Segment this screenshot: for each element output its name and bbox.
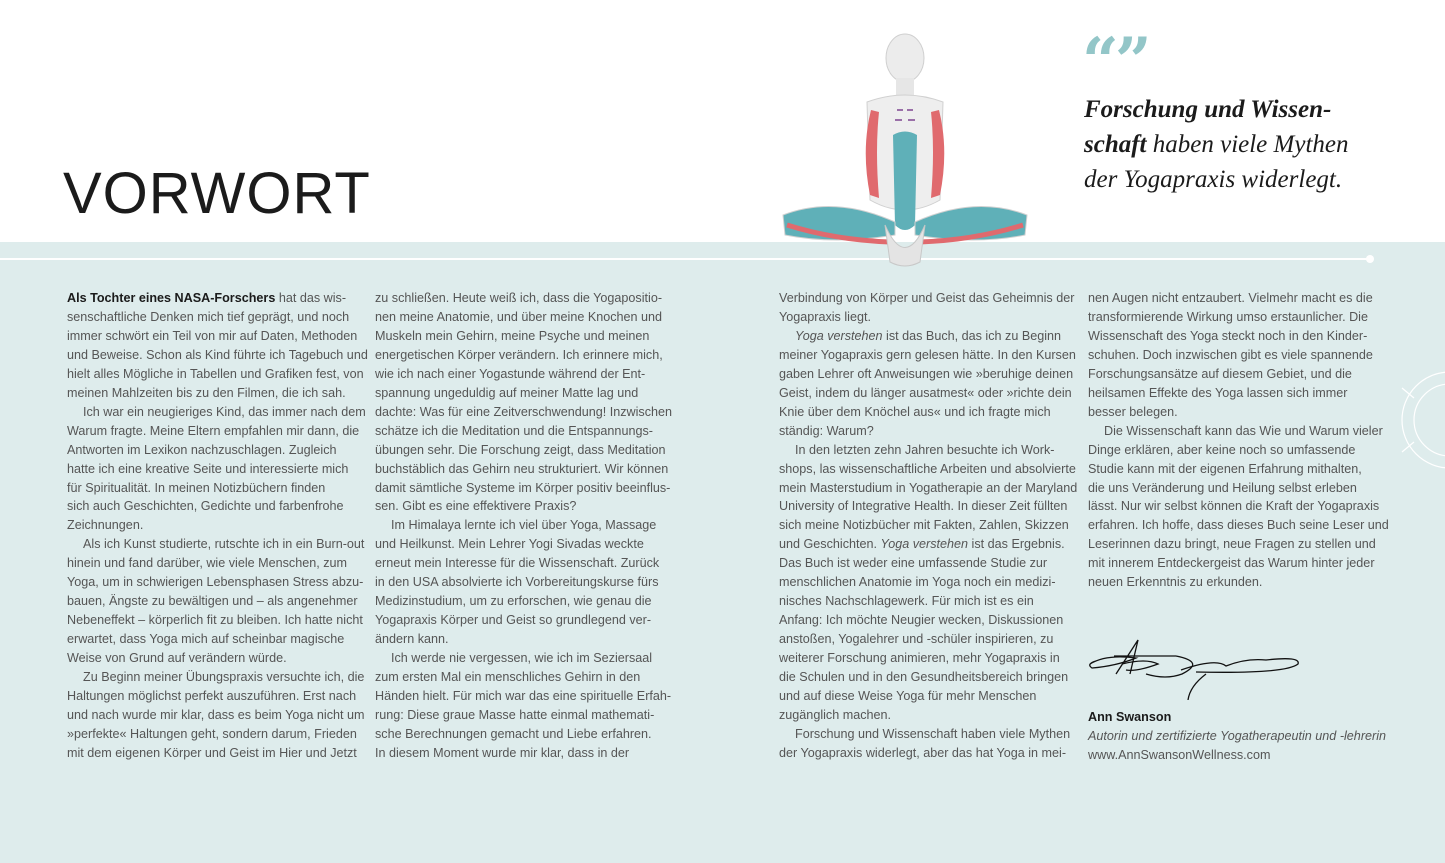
pull-quote-text: haben viele Mythen: [1146, 131, 1349, 158]
text-line: [779, 497, 1084, 516]
text-line: [779, 479, 1084, 498]
text-segment: Warum fragte. Meine Eltern empfahlen mir dann, die: [67, 423, 360, 438]
text-segment: nen Augen nicht entzaubert. Vielmehr macht es die: [1088, 291, 1373, 305]
text-segment: Verbindung von Körper und Geist das Geheimnis der: [779, 291, 1075, 305]
text-segment: und nach wurde mir klar, dass es beim Yoga nicht um: [67, 707, 365, 722]
text-line: [375, 687, 680, 706]
text-line: [779, 744, 1084, 763]
text-line: [67, 611, 372, 630]
text-segment: Im Himalaya lernte ich viel über Yoga, Massage: [391, 518, 657, 533]
text-line: [375, 516, 680, 535]
text-line: [1088, 346, 1393, 365]
text-segment: Forschung und Wissenschaft haben viele Mythen: [795, 726, 1071, 741]
text-line: [779, 573, 1084, 592]
text-segment: transformierende Wirkung umso erstaunlicher. Die: [1088, 309, 1368, 324]
text-segment: und Beweise. Schon als Kind führte ich Tagebuch und: [67, 347, 368, 362]
text-line: [67, 327, 372, 346]
text-segment: nisches Nachschlagewerk. Für mich ist es ein: [779, 594, 1034, 609]
text-segment: anstoßen, Yogalehrer und -schüler inspirieren, zu: [779, 632, 1054, 647]
text-line: [779, 403, 1084, 422]
text-line: [67, 630, 372, 649]
text-line: [375, 327, 680, 346]
text-line: [779, 308, 1084, 327]
text-line: [67, 744, 372, 763]
text-line: [779, 725, 1084, 744]
pull-quote: [1084, 92, 1424, 197]
text-line: [67, 422, 372, 441]
text-line: [375, 460, 680, 479]
text-segment: zu schließen. Heute weiß ich, dass die Yogapositio-: [375, 291, 663, 305]
text-line: [67, 346, 372, 365]
text-segment: Weise von Grund auf verändern würde.: [67, 651, 287, 666]
page-title: VORWORT: [63, 161, 371, 226]
text-line: [375, 706, 680, 725]
text-segment: Muskeln mein Gehirn, meine Psyche und meinen: [375, 328, 650, 343]
text-segment: spannung ungeduldig auf meiner Matte lag und: [375, 385, 639, 400]
text-segment: Antworten im Lexikon nachzuschlagen. Zugleich: [67, 442, 337, 457]
text-line: [779, 554, 1084, 573]
text-line: [67, 441, 372, 460]
text-line: [779, 460, 1084, 479]
text-segment: für Spiritualität. In meinen Notizbüchern finden: [67, 480, 326, 495]
book-title-italic: Yoga verstehen: [795, 328, 883, 343]
text-line: [67, 497, 372, 516]
text-segment: Haltungen möglichst perfekt auszuführen. Erst nach: [67, 689, 357, 704]
text-line: [375, 668, 680, 687]
text-line: [1088, 441, 1393, 460]
text-segment: »perfekte« Haltungen geht, sondern darum, Frieden: [67, 726, 357, 741]
text-segment: University of Integrative Health. In dieser Zeit füllten: [779, 499, 1068, 514]
text-segment: Forschungsansätze auf diesem Gebiet, und die: [1088, 366, 1352, 381]
text-line: [67, 516, 372, 535]
text-segment: die uns Veränderung und Heilung selbst erleben: [1088, 480, 1357, 495]
divider-dot: [1366, 255, 1374, 263]
text-segment: Ich werde nie vergessen, wie ich im Seziersaal: [391, 651, 653, 666]
pull-quote-bold-2: schaft: [1084, 131, 1147, 158]
text-line: [1088, 403, 1393, 422]
text-line: [1088, 535, 1393, 554]
text-line: [67, 535, 372, 554]
pull-quote-text-2: der Yogapraxis widerlegt.: [1084, 166, 1343, 193]
author-website-link[interactable]: www.AnnSwansonWellness.com: [1088, 748, 1271, 762]
text-segment: weiterer Forschung animieren, mehr Yogapraxis in: [779, 651, 1060, 666]
book-title-italic: Yoga verstehen: [880, 537, 969, 552]
text-line: [375, 611, 680, 630]
text-line: [779, 346, 1084, 365]
text-line: [375, 649, 680, 668]
author-block: [1088, 708, 1386, 765]
text-segment: shops, las wissenschaftliche Arbeiten und absolvierte: [779, 461, 1076, 476]
text-segment: wie ich nach einer Yogastunde während der Ent-: [375, 366, 646, 381]
text-segment: senschaftliche Denken mich tief geprägt, und noch: [67, 309, 350, 324]
text-line: [375, 554, 680, 573]
text-segment: mein Masterstudium in Yogatherapie an der Maryland: [779, 480, 1078, 495]
text-segment: erfahren. Ich hoffe, dass dieses Buch seine Leser und: [1088, 518, 1389, 533]
text-segment: übungen sehr. Die Forschung zeigt, dass Meditation: [375, 442, 666, 457]
text-line: [779, 384, 1084, 403]
text-line: [67, 687, 372, 706]
author-signature: [1086, 634, 1306, 700]
text-line: [1088, 327, 1393, 346]
text-segment: zugänglich machen.: [779, 707, 892, 722]
text-segment: In den letzten zehn Jahren besuchte ich Work-: [795, 442, 1055, 457]
text-line: [1088, 497, 1393, 516]
text-segment: heilsamen Effekte des Yoga lassen sich immer: [1088, 385, 1348, 400]
text-line: [779, 687, 1084, 706]
text-segment: Anfang: Ich möchte Neugier wecken, Diskussionen: [779, 613, 1064, 628]
text-segment: erneut mein Interesse für die Wissenschaft. Zurück: [375, 556, 660, 571]
text-segment: Yogapraxis Körper und Geist so grundlegend ver-: [375, 613, 652, 628]
text-line: [67, 460, 372, 479]
text-line: [67, 384, 372, 403]
text-segment: Knie über dem Knöchel aus« und ich fragte mich: [779, 404, 1051, 419]
text-line: [375, 535, 680, 554]
text-line: [779, 422, 1084, 441]
text-line: [375, 422, 680, 441]
pull-quote-bold: Forschung und Wissen-: [1084, 96, 1332, 123]
text-line: [375, 630, 680, 649]
text-line: [779, 649, 1084, 668]
text-segment: Das Buch ist weder eine umfassende Studie zur: [779, 556, 1048, 571]
text-segment: Yoga, um in schwierigen Lebensphasen Stress abzu-: [67, 575, 364, 590]
text-line: [779, 592, 1084, 611]
text-column-4: [1088, 289, 1393, 592]
text-line: [1088, 573, 1393, 592]
text-segment: Wissenschaft des Yoga steckt noch in den Kinder-: [1088, 328, 1368, 343]
text-line: [67, 725, 372, 744]
text-segment: besser belegen.: [1088, 404, 1178, 419]
text-segment: Geist, indem du länger ausatmest« oder »richte dein: [779, 385, 1072, 400]
text-segment: mit dem eigenen Körper und Geist im Hier und Jetzt: [67, 745, 357, 760]
text-segment: sen. Gibt es eine effektivere Praxis?: [375, 499, 577, 514]
text-line: [375, 384, 680, 403]
text-line: [375, 744, 680, 763]
text-line: [67, 289, 372, 308]
text-segment: Medizinstudium, um zu erforschen, wie genau die: [375, 594, 652, 609]
text-segment: dachte: Was für eine Zeitverschwendung! Inzwischen: [375, 404, 673, 419]
text-segment: ist das Ergebnis.: [968, 537, 1065, 552]
text-line: [67, 308, 372, 327]
text-segment: lässt. Nur wir selbst können die Kraft der Yogapraxis: [1088, 499, 1380, 514]
text-line: [375, 308, 680, 327]
text-segment: Die Wissenschaft kann das Wie und Warum vieler: [1104, 423, 1383, 438]
text-segment: sche Berechnungen gemacht und Liebe erfahren.: [375, 726, 652, 741]
text-segment: in den USA absolvierte ich Vorbereitungskurse fürs: [375, 575, 659, 590]
text-line: [67, 403, 372, 422]
anatomy-figure-illustration: [775, 30, 1035, 270]
text-segment: Als ich Kunst studierte, rutschte ich in ein Burn-out: [83, 537, 365, 552]
text-line: [1088, 422, 1393, 441]
text-segment: damit sämtliche Systeme im Körper positiv beeinflus-: [375, 480, 671, 495]
text-line: [1088, 460, 1393, 479]
text-line: [375, 592, 680, 611]
text-column-2: [375, 289, 680, 763]
text-line: [375, 573, 680, 592]
text-segment: bauen, Ängste zu bewältigen und – als angenehmer: [67, 594, 358, 609]
text-line: [1088, 308, 1393, 327]
text-line: [67, 706, 372, 725]
text-line: [779, 630, 1084, 649]
text-segment: hatte ich eine kreative Seite und interessierte mich: [67, 461, 349, 476]
text-line: [375, 497, 680, 516]
text-segment: schätze ich die Meditation und die Entspannungs-: [375, 423, 653, 438]
text-segment: menschlichen Anatomie im Yoga noch ein medizi-: [779, 575, 1056, 590]
text-segment: und Heilkunst. Mein Lehrer Yogi Sivadas weckte: [375, 537, 644, 552]
text-line: [375, 365, 680, 384]
text-line: [1088, 384, 1393, 403]
text-segment: immer schwört ein Teil von mir auf Daten, Methoden: [67, 328, 358, 343]
text-segment: hat das wis-: [275, 291, 347, 305]
text-line: [779, 535, 1084, 554]
text-segment: erwartet, dass Yoga mich auf scheinbar magische: [67, 632, 345, 647]
text-segment: Dinge erklären, aber keine noch so umfassende: [1088, 442, 1356, 457]
text-segment: zum ersten Mal ein menschliches Gehirn in den: [375, 670, 641, 685]
text-segment: Leserinnen dazu bringt, neue Fragen zu stellen und: [1088, 537, 1376, 552]
text-line: [1088, 554, 1393, 573]
text-line: [375, 725, 680, 744]
text-line: [779, 327, 1084, 346]
text-segment: Yogapraxis liegt.: [779, 309, 871, 324]
text-column-1: [67, 289, 372, 763]
text-segment: hielt alles Mögliche in Tabellen und Grafiken fest, von: [67, 366, 364, 381]
text-line: [1088, 365, 1393, 384]
decorative-circles-icon: [1390, 370, 1445, 470]
divider-line: [0, 258, 1368, 260]
text-segment: Studie kann mit der eigenen Erfahrung mithalten,: [1088, 461, 1362, 476]
text-segment: und Geschichten.: [779, 537, 881, 552]
text-segment: buchstäblich das Gehirn neu strukturiert. Wir können: [375, 461, 669, 476]
text-line: [779, 668, 1084, 687]
text-line: [779, 611, 1084, 630]
text-segment: Nebeneffekt – körperlich fit zu bleiben. Ich hatte nicht: [67, 613, 363, 628]
text-segment: rung: Diese graue Masse hatte einmal mathemati-: [375, 707, 655, 722]
text-segment: und auf diese Weise Yoga für mehr Menschen: [779, 689, 1037, 704]
text-line: [67, 668, 372, 687]
text-segment: hinein und fand darüber, wie viele Menschen, zum: [67, 556, 348, 571]
text-line: [779, 289, 1084, 308]
text-segment: die Schulen und in den Gesundheitsbereich bringen: [779, 670, 1069, 685]
text-column-3: [779, 289, 1084, 763]
text-segment: In diesem Moment wurde mir klar, dass in der: [375, 745, 630, 760]
text-line: [1088, 479, 1393, 498]
text-segment: Zeichnungen.: [67, 518, 144, 533]
text-segment: schuhen. Doch inzwischen gibt es viele spannende: [1088, 347, 1373, 362]
text-segment: meiner Yogapraxis gern gelesen hätte. In den Kursen: [779, 347, 1076, 362]
text-segment: Ich war ein neugieriges Kind, das immer nach dem: [83, 404, 366, 419]
text-line: [1088, 289, 1393, 308]
text-segment: nen meine Anatomie, und über meine Knochen und: [375, 309, 663, 324]
text-line: [779, 516, 1084, 535]
author-role: Autorin und zertifizierte Yogatherapeutin und -lehrerin: [1088, 729, 1387, 743]
author-name: Ann Swanson: [1088, 710, 1172, 724]
text-segment: gaben Lehrer oft Anweisungen wie »beruhige deinen: [779, 366, 1074, 381]
text-segment: sich meine Notizbücher mit Fakten, Zahlen, Skizzen: [779, 518, 1069, 533]
text-line: [779, 365, 1084, 384]
text-segment: Zu Beginn meiner Übungspraxis versuchte ich, die: [83, 670, 365, 685]
text-segment: energetischen Körper verändern. Ich erinnere mich,: [375, 347, 663, 362]
text-line: [375, 441, 680, 460]
text-line: [779, 706, 1084, 725]
text-segment: neuen Erkenntnis zu erkunden.: [1088, 575, 1263, 590]
text-line: [1088, 516, 1393, 535]
text-line: [779, 441, 1084, 460]
text-line: [67, 592, 372, 611]
text-line: [375, 403, 680, 422]
text-segment: ständig: Warum?: [779, 423, 874, 438]
text-line: [375, 479, 680, 498]
text-segment: Händen hielt. Für mich war das eine spirituelle Erfah-: [375, 689, 672, 704]
text-segment: meinen Mahlzeiten bis zu den Filmen, die ich sah.: [67, 385, 346, 400]
text-segment: mit innerem Entdeckergeist das Warum hinter jeder: [1088, 556, 1375, 571]
text-segment: sich auch Geschichten, Gedichte und farbenfrohe: [67, 499, 344, 514]
text-segment: ist das Buch, das ich zu Beginn: [882, 328, 1062, 343]
text-line: [67, 573, 372, 592]
text-line: [375, 346, 680, 365]
bold-lead-in: Als Tochter eines NASA-Forschers: [67, 291, 276, 305]
quotation-marks-icon: “”: [1082, 24, 1148, 99]
text-line: [67, 649, 372, 668]
text-line: [67, 365, 372, 384]
text-line: [375, 289, 680, 308]
text-line: [67, 554, 372, 573]
text-segment: der Yogapraxis widerlegt, aber das hat Yoga in mei-: [779, 745, 1067, 760]
text-line: [67, 479, 372, 498]
text-segment: ändern kann.: [375, 632, 449, 647]
